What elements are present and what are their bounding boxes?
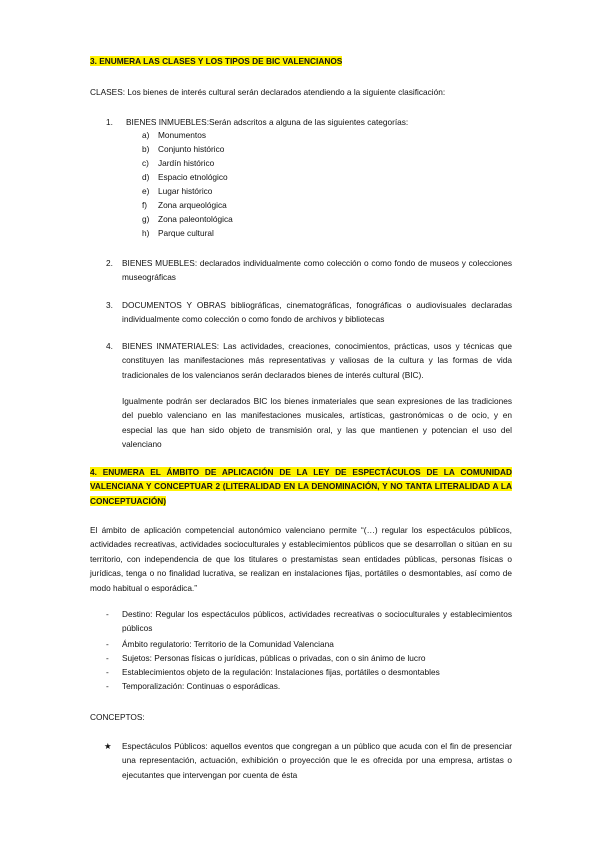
concepto-espectaculos: Espectáculos Públicos: aquellos eventos que congregan a un público que acuda con el fin de presenciar una representación, actuación, exhibición o proyección que le es ofrecida por una empresa, artistas o ejecutantes que intervengan por cuenta de ésta (122, 741, 512, 780)
item3-number: 3. (106, 300, 113, 310)
sub-item: Parque cultural (158, 228, 214, 238)
ambito-paragraph: El ámbito de aplicación competencial autonómico valenciano permite “(…) regular los espectáculos públicos, actividades recreativas, actividades socioculturales y establecimientos públicos que se desarrollan o sitúan en su territorio, con independencia de que los titulares o prestamistas sean entidades públicas, personas físicas o jurídicas, tenga o no finalidad lucrativa, se realizan en instalaciones fijas, portátiles o desmontables, así como de modo habitual o esporádica.” (90, 525, 512, 593)
sub-letter: g) (142, 214, 150, 224)
item1-text: BIENES INMUEBLES:Serán adscritos a alguna de las siguientes categorías: (126, 117, 409, 127)
sub-item: Monumentos (158, 130, 206, 140)
conceptos-label: CONCEPTOS: (90, 712, 145, 722)
bullet-item: Sujetos: Personas físicas o jurídicas, públicas o privadas, con o sin ánimo de lucro (122, 653, 426, 663)
section4-heading (90, 465, 512, 508)
item1-number: 1. (106, 117, 113, 127)
item2-number: 2. (106, 258, 113, 268)
sub-letter: f) (142, 200, 148, 210)
sub-letter: c) (142, 158, 149, 168)
section4-heading-text: 4. ENUMERA EL ÁMBITO DE APLICACIÓN DE LA LEY DE ESPECTÁCULOS DE LA COMUNIDAD VALENCIANA Y CONCEPTUAR 2 (LITERALIDAD EN LA DENOMINACIÓN, Y NO TANTA LITERALIDAD A LA CONCEPTUACIÓN) (90, 467, 512, 506)
sub-letter: d) (142, 172, 150, 182)
item2-text: BIENES MUEBLES: declarados individualmente como colección o como fondo de museos y colecciones museográficas (122, 258, 512, 283)
dash-marker: - (106, 681, 109, 691)
sub-item: Zona paleontológica (158, 214, 233, 224)
dash-marker: - (106, 667, 109, 677)
bullet-item: Destino: Regular los espectáculos públicos, actividades recreativas o socioculturales y establecimientos públicos (122, 609, 512, 634)
sub-letter: b) (142, 144, 150, 154)
dash-marker: - (106, 653, 109, 663)
star-icon: ★ (104, 741, 112, 751)
dash-marker: - (106, 639, 109, 649)
section3-heading-text: 3. ENUMERA LAS CLASES Y LOS TIPOS DE BIC VALENCIANOS (90, 56, 343, 66)
item4-number: 4. (106, 341, 113, 351)
sub-letter: e) (142, 186, 150, 196)
bullet-item: Temporalización: Continuas o esporádicas. (122, 681, 281, 691)
bullet-item: Establecimientos objeto de la regulación: Instalaciones fijas, portátiles o desmontables (122, 667, 440, 677)
sub-item: Espacio etnológico (158, 172, 228, 182)
sub-letter: h) (142, 228, 150, 238)
bullet-item: Ámbito regulatorio: Territorio de la Comunidad Valenciana (122, 639, 334, 649)
section3-heading (90, 54, 342, 68)
sub-item: Jardín histórico (158, 158, 215, 168)
item3-text: DOCUMENTOS Y OBRAS bibliográficas, cinematográficas, fonográficas o audiovisuales declaradas individualmente como colección o como fondo de archivos y bibliotecas (122, 300, 512, 325)
item4-text: BIENES INMATERIALES: Las actividades, creaciones, conocimientos, prácticas, usos y técnicas que constituyen las manifestaciones más representativas y valiosas de la cultura y las formas de vida tradicionales de los valencianos serán declarados bienes de interés cultural (BIC). (122, 341, 512, 380)
sub-item: Conjunto histórico (158, 144, 225, 154)
sub-letter: a) (142, 130, 150, 140)
dash-marker: - (106, 609, 109, 619)
igualmente-paragraph: Igualmente podrán ser declarados BIC los bienes inmateriales que sean expresiones de las tradiciones del pueblo valenciano en las manifestaciones musicales, artísticas, gastronómicas o de ocio, y en especial las que han sido objeto de transmisión oral, y las que mantienen y potencian el uso del valenciano (122, 396, 512, 450)
sub-item: Lugar histórico (158, 186, 213, 196)
clases-intro: CLASES: Los bienes de interés cultural serán declarados atendiendo a la siguiente clasificación: (90, 87, 446, 97)
sub-item: Zona arqueológica (158, 200, 227, 210)
